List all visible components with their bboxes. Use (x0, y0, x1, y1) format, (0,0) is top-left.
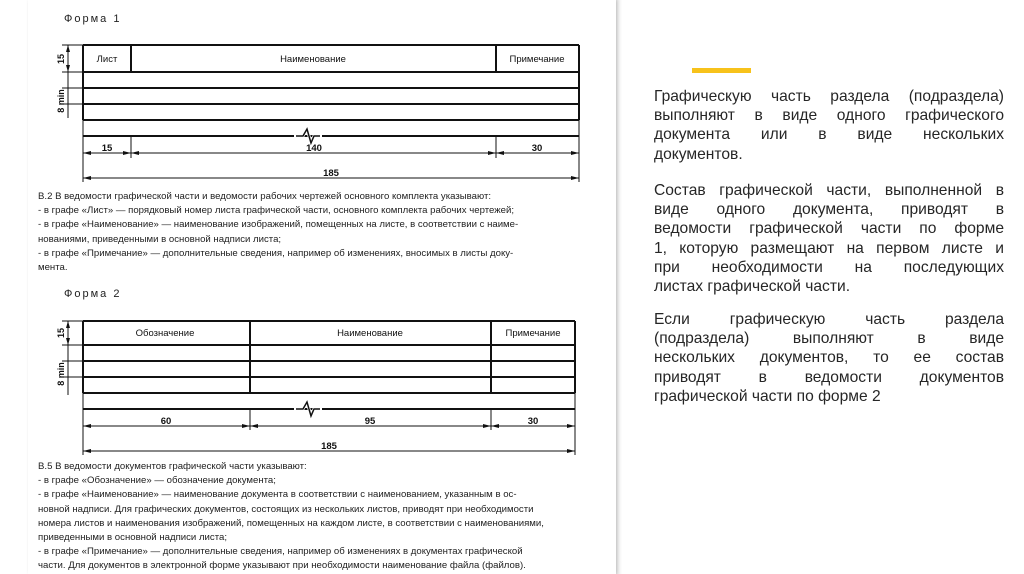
slide-paragraph-2 (654, 181, 1004, 296)
form1-note-line: - в графе «Наименование» — наименование изображений, помещенных на листе, в соответствии с наиме- (38, 219, 519, 231)
form1-note-line: мента. (38, 262, 68, 274)
form2-note-line: В.5 В ведомости документов графической части указывают: (38, 461, 307, 472)
form1-dim-total: 185 (323, 168, 339, 179)
form1-dim-w2: 140 (306, 143, 322, 154)
paragraph-line: 1, которую размещают на первом листе и (654, 239, 1004, 257)
form1-note-line: - в графе «Лист» — порядковый номер листа графической части, основного комплекта рабочих чертежей; (38, 205, 514, 217)
form1-note-line: В.2 В ведомости графической части и ведомости рабочих чертежей основного комплекта указывают: (38, 191, 492, 202)
form2-note-line: новной надписи. Для графических документов, состоящих из нескольких листов, приводят при необходимости (38, 503, 534, 515)
paragraph-line: виде одного документа, приводят в (654, 201, 1004, 219)
paragraph-line: при необходимости на последующих (654, 258, 1004, 276)
form1-dim-header-height: 15 (56, 53, 66, 65)
accent-bar (692, 68, 751, 73)
form1-header-sheet: Лист (96, 54, 118, 65)
form2-note-line: - в графе «Обозначение» — обозначение документа; (38, 475, 276, 487)
paragraph-line: Графическую часть раздела (подраздела) (654, 88, 1004, 105)
form2-note (38, 460, 616, 574)
paragraph-line: приводят в ведомости документов (654, 368, 1004, 386)
form2-note-line: - в графе «Наименование» — наименование документа в соответствии с наименованием, указанным в ос- (38, 489, 517, 501)
form2-dim-w3: 30 (527, 416, 539, 427)
paragraph-line: листах графической части. (654, 278, 851, 296)
form1-dim-row-min: 8 min (56, 89, 66, 113)
form1-header-name: Наименование (280, 54, 346, 65)
form1-dim-w1: 15 (101, 143, 113, 154)
form2-note-line: номера листов и наименования изображений, помещенных на каждом листе, в соответствии с наименованиями, (38, 517, 544, 529)
slide-paragraph-3 (654, 310, 1004, 406)
form2-header-name: Наименование (337, 328, 403, 339)
paragraph-line: ведомости графической части по форме (654, 220, 1004, 238)
form2-note-line: части. Для документов в электронной форме указывают при необходимости наименование файла (файлов). (38, 560, 526, 572)
paragraph-line: графической части по форме 2 (654, 387, 881, 405)
paragraph-line: Состав графической части, выполненной в (654, 182, 1004, 199)
form2-dim-header-height: 15 (56, 327, 66, 339)
paragraph-line: Если графическую часть раздела (654, 311, 1004, 328)
form2-title: Форма 2 (64, 288, 122, 300)
paragraph-line: нескольких документов, то ее состав (654, 349, 1004, 367)
form2-dim-row-min: 8 min (56, 362, 66, 386)
form2-header-note: Примечание (505, 328, 561, 339)
form1-header-note: Примечание (509, 54, 565, 65)
paragraph-line: выполняют в виде одного графического (654, 107, 1004, 125)
paragraph-line: документов. (654, 145, 743, 163)
form2-dim-w2: 95 (364, 416, 376, 427)
form1-title: Форма 1 (64, 13, 122, 25)
form2-note-line: - в графе «Примечание» — дополнительные сведения, например об изменениях в документах графической (38, 546, 523, 558)
form1-dim-w3: 30 (531, 143, 543, 154)
form2-dim-w1: 60 (160, 416, 172, 427)
paragraph-line: (подраздела) выполняют в виде (654, 330, 1004, 348)
form1-note-line: нованиями, приведенными в основной надписи листа; (38, 233, 282, 245)
form2-dim-total: 185 (321, 441, 337, 452)
form1-note-line: - в графе «Примечание» — дополнительные сведения, например об изменениях, вносимых в листы доку- (38, 247, 514, 259)
slide-paragraph-1 (654, 87, 1004, 164)
paragraph-line: документа или в виде нескольких (654, 126, 1004, 144)
form2-note-line: приведенными в основной надписи листа; (38, 532, 227, 544)
form2-header-designation: Обозначение (135, 328, 195, 339)
form1-note (38, 190, 616, 275)
